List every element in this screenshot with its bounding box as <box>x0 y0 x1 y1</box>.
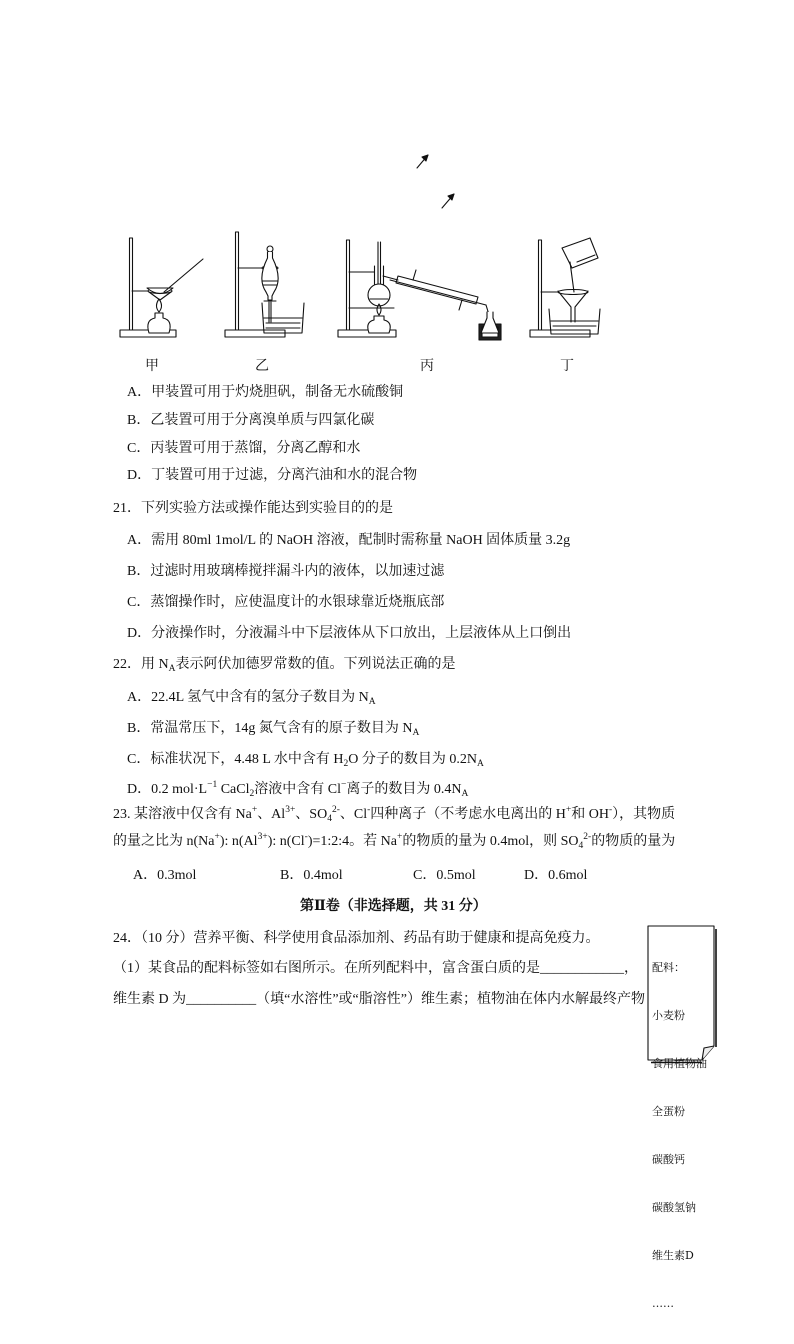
subscript: 2 <box>343 759 349 769</box>
text-run: 离子的数目为 0.4N <box>346 782 462 797</box>
text-run: ， <box>624 961 638 976</box>
support-ring <box>558 290 588 295</box>
glass-rod <box>164 259 203 292</box>
q22-stem <box>113 655 456 675</box>
receiving-flask <box>481 312 499 333</box>
ingredient-item: 碳酸钙 <box>652 1153 685 1166</box>
q24-part1-line1 <box>113 959 638 979</box>
text-run: D．0.2 mol·L <box>127 782 208 797</box>
superscript: - <box>609 805 613 815</box>
q21-option-a: A．需用 80ml 1mol/L 的 NaOH 溶液，配制时需称量 NaOH 固体质量 3.2g <box>127 533 571 548</box>
alcohol-lamp <box>368 316 390 333</box>
apparatus-jia <box>120 238 203 337</box>
text-run: 、SO <box>295 807 328 822</box>
ingredient-item: 小麦粉 <box>652 1009 685 1022</box>
ingredient-label-title: 配料： <box>652 961 685 974</box>
answer-blank: ____________ <box>540 961 624 976</box>
text-run: )=1:2:4。若 Na <box>307 834 397 849</box>
apparatus-ding <box>530 238 600 337</box>
subscript: 4 <box>327 814 332 824</box>
superscript: + <box>214 832 220 842</box>
q23-stem-line1 <box>113 805 675 825</box>
q22-option-c <box>127 750 484 770</box>
text-run: 、Cl <box>339 807 368 822</box>
funnel-stopper <box>267 246 273 252</box>
round-bottom-flask <box>368 284 390 306</box>
q24-part1-line2 <box>113 990 645 1010</box>
water-outlet <box>413 270 416 280</box>
filter-funnel <box>558 291 588 322</box>
ingredient-item: …… <box>652 1297 674 1310</box>
q20-option-a: A．甲装置可用于灼烧胆矾，制备无水硫酸铜 <box>127 385 404 400</box>
q23-option-b: B．0.4mol <box>280 868 343 883</box>
subscript: A <box>168 664 176 674</box>
superscript: 2- <box>583 832 592 842</box>
text-run: C．标准状况下，4.48 L 水中含有 H <box>127 752 344 767</box>
text-run: ): n(Al <box>219 834 258 849</box>
text-run: 23. 某溶液中仅含有 Na <box>113 807 252 822</box>
superscript: 3+ <box>257 832 268 842</box>
figure-label-ding: 丁 <box>560 359 574 374</box>
side-arm <box>383 276 398 280</box>
text-run: B．常温常压下，14g 氮气含有的原子数目为 N <box>127 721 413 736</box>
superscript: 3+ <box>285 805 296 815</box>
superscript: − <box>340 780 347 790</box>
text-run: （填“水溶性”或“脂溶性”）维生素；植物油在体内水解最终产物 <box>256 992 645 1007</box>
stand-rod <box>236 232 239 330</box>
text-run: CaCl <box>217 782 250 797</box>
text-run: A．22.4L 氢气中含有的氢分子数目为 N <box>127 690 369 705</box>
text-run: 22．用 N <box>113 657 169 672</box>
subscript: A <box>368 697 376 707</box>
ingredient-item: 维生素D <box>652 1249 694 1262</box>
section-title: 第Ⅱ卷（非选择题，共 31 分） <box>300 899 487 914</box>
figure-label-yi: 乙 <box>255 359 269 374</box>
text-run: （1）某食品的配料标签如右图所示。在所列配料中，富含蛋白质的是 <box>113 961 540 976</box>
lamp-flame <box>157 299 162 312</box>
q23-option-a: A．0.3mol <box>133 868 197 883</box>
text-run: 、Al <box>257 807 286 822</box>
subscript: A <box>461 789 469 799</box>
beaker-liquid <box>264 318 302 328</box>
superscript: - <box>304 832 308 842</box>
text-run: ），其物质 <box>612 807 676 822</box>
alcohol-lamp <box>148 313 170 333</box>
text-run: ): n(Cl <box>267 834 305 849</box>
apparatus-bing <box>338 240 501 340</box>
separatory-funnel <box>262 252 278 300</box>
subscript: A <box>412 728 420 738</box>
text-run: 的物质的量为 <box>591 834 676 849</box>
q21-option-b: B．过滤时用玻璃棒搅拌漏斗内的液体，以加速过滤 <box>127 564 445 579</box>
superscript: 2- <box>331 805 340 815</box>
figure-label-jia: 甲 <box>145 359 159 374</box>
text-run: 的物质的量为 0.4mol，则 SO <box>402 834 579 849</box>
subscript: 2 <box>249 789 255 799</box>
superscript: −1 <box>207 780 218 790</box>
text-run: 维生素 D 为 <box>113 992 187 1007</box>
text-run: 的量之比为 n(Na <box>113 834 215 849</box>
superscript: + <box>251 805 258 815</box>
water-inlet <box>459 300 462 310</box>
q22-option-a <box>127 688 376 708</box>
ingredient-label <box>652 928 707 1344</box>
q24-stem: 24．（10 分）营养平衡、科学使用食品添加剂、药品有助于健康和提高免疫力。 <box>113 931 600 946</box>
arrow-icon <box>442 194 454 208</box>
q23-option-c: C．0.5mol <box>413 868 476 883</box>
q20-option-c: C．丙装置可用于蒸馏，分离乙醇和水 <box>127 441 361 456</box>
stand-rod <box>347 240 350 330</box>
q23-option-d: D．0.6mol <box>524 868 588 883</box>
subscript: 4 <box>578 841 584 851</box>
condenser-inner-tube <box>390 280 486 305</box>
text-run: 四种离子（不考虑水电离出的 H <box>370 807 566 822</box>
q20-option-d: D．丁装置可用于过滤，分离汽油和水的混合物 <box>127 468 418 483</box>
pouring-beaker <box>562 238 598 268</box>
subscript: A <box>476 759 484 769</box>
q23-stem-line2 <box>113 832 675 852</box>
flask-neck <box>375 266 384 285</box>
funnel-stem <box>269 302 271 322</box>
text-run: 溶液中含有 Cl <box>254 782 341 797</box>
text-run: O 分子的数目为 0.2N <box>348 752 477 767</box>
stand-rod <box>130 238 133 330</box>
q22-option-d <box>127 780 468 800</box>
q21-option-d: D．分液操作时，分液漏斗中下层液体从下口放出，上层液体从上口倒出 <box>127 626 572 641</box>
ingredient-item: 食用植物油 <box>652 1057 707 1070</box>
superscript: + <box>396 832 403 842</box>
apparatus-figure <box>0 0 794 360</box>
text-run: 表示阿伏加德罗常数的值。下列说法正确的是 <box>175 657 456 672</box>
answer-blank: __________ <box>186 992 257 1007</box>
ingredient-item: 全蛋粉 <box>652 1105 685 1118</box>
q21-option-c: C．蒸馏操作时，应使温度计的水银球靠近烧瓶底部 <box>127 595 445 610</box>
q22-option-b <box>127 719 419 739</box>
superscript: + <box>565 805 572 815</box>
q20-option-b: B．乙装置可用于分离溴单质与四氯化碳 <box>127 413 375 428</box>
q21-stem: 21．下列实验方法或操作能达到实验目的的是 <box>113 501 393 516</box>
apparatus-yi <box>225 232 304 337</box>
superscript: - <box>367 805 371 815</box>
figure-label-bing: 丙 <box>420 359 434 374</box>
stand-rod <box>539 240 542 330</box>
arrow-icon <box>417 155 428 168</box>
ingredient-item: 碳酸氢钠 <box>652 1201 696 1214</box>
text-run: 和 OH <box>571 807 609 822</box>
